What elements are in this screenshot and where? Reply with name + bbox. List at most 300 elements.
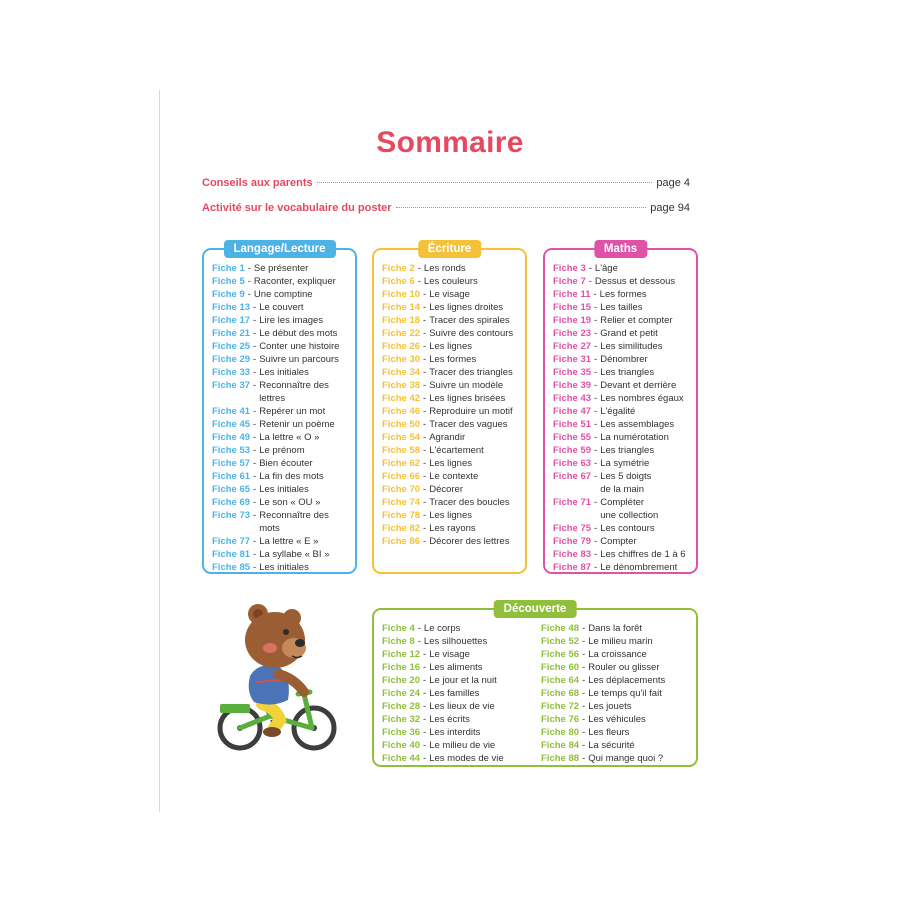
item-text-wrap (588, 687, 662, 700)
list-item (553, 496, 690, 522)
list-item (212, 327, 349, 340)
list-item (382, 700, 537, 713)
fiche-title: Les initiales (259, 367, 309, 378)
fiche-number: Fiche 18 (382, 315, 421, 326)
fiche-title: Les écrits (429, 714, 470, 725)
fiche-title: Le début des mots (259, 328, 338, 339)
separator: - (423, 714, 427, 725)
list-item (212, 288, 349, 301)
separator: - (423, 510, 427, 521)
item-text-wrap (254, 288, 313, 301)
fiche-number: Fiche 20 (382, 675, 421, 686)
item-text-wrap (429, 457, 472, 470)
fiche-title: Les interdits (429, 727, 481, 738)
fiche-title-continued: une collection (600, 510, 659, 521)
list-item (382, 288, 519, 301)
fiche-title: Les rayons (429, 523, 476, 534)
list-item (553, 262, 690, 275)
item-list (212, 262, 349, 574)
fiche-title: Les initiales (259, 562, 309, 573)
list-item (212, 509, 349, 535)
item-text-wrap (600, 444, 654, 457)
fiche-number: Fiche 59 (553, 445, 592, 456)
separator: - (423, 536, 427, 547)
separator: - (594, 406, 598, 417)
item-text-wrap (429, 444, 484, 457)
separator: - (582, 623, 586, 634)
separator: - (423, 341, 427, 352)
list-item (212, 535, 349, 548)
fiche-number: Fiche 75 (553, 523, 592, 534)
item-text-wrap (259, 301, 303, 314)
fiche-number: Fiche 61 (212, 471, 251, 482)
fiche-title: Raconter, expliquer (253, 276, 336, 287)
list-item (541, 713, 696, 726)
fiche-number: Fiche 28 (382, 701, 421, 712)
item-text-wrap (259, 535, 318, 548)
fiche-title: Le temps qu'il fait (588, 688, 662, 699)
page-edge (159, 90, 160, 812)
separator: - (253, 419, 257, 430)
fiche-number: Fiche 31 (553, 354, 592, 365)
list-item (553, 327, 690, 340)
separator: - (594, 562, 598, 573)
fiche-number: Fiche 39 (553, 380, 592, 391)
list-item (541, 648, 696, 661)
separator: - (423, 662, 427, 673)
item-text-wrap (588, 752, 663, 765)
section-header: Découverte (494, 600, 577, 618)
fiche-number: Fiche 68 (541, 688, 580, 699)
separator: - (582, 649, 586, 660)
fiche-number: Fiche 86 (382, 536, 421, 547)
fiche-title: Agrandir (429, 432, 466, 443)
separator: - (582, 740, 586, 751)
separator: - (594, 458, 598, 469)
separator: - (423, 328, 427, 339)
fiche-number: Fiche 14 (382, 302, 421, 313)
fiche-title: Bien écouter (259, 458, 313, 469)
fiche-number: Fiche 70 (382, 484, 421, 495)
fiche-title: Retenir un poème (259, 419, 335, 430)
fiche-number: Fiche 45 (212, 419, 251, 430)
list-item (553, 392, 690, 405)
fiche-number: Fiche 24 (382, 688, 421, 699)
list-item (212, 431, 349, 444)
list-item (553, 301, 690, 314)
fiche-number: Fiche 38 (382, 380, 421, 391)
fiche-number: Fiche 67 (553, 471, 592, 482)
fiche-number: Fiche 53 (212, 445, 251, 456)
toc-label: Conseils aux parents (202, 177, 313, 189)
list-item (382, 509, 519, 522)
list-item (382, 431, 519, 444)
fiche-title: L'âge (594, 263, 618, 274)
separator: - (594, 549, 598, 560)
item-text-wrap (588, 739, 634, 752)
item-text-wrap (600, 418, 674, 431)
fiche-number: Fiche 48 (541, 623, 580, 634)
separator: - (423, 471, 427, 482)
separator: - (247, 276, 251, 287)
item-text-wrap (600, 548, 685, 561)
fiche-title: Les fleurs (588, 727, 630, 738)
item-list (553, 262, 690, 574)
fiche-number: Fiche 22 (382, 328, 421, 339)
separator: - (253, 510, 257, 521)
list-item (382, 752, 537, 765)
list-item (382, 496, 519, 509)
fiche-title: Le milieu marin (588, 636, 653, 647)
leader-dots (396, 207, 647, 208)
list-item (382, 340, 519, 353)
list-item (553, 522, 690, 535)
separator: - (423, 419, 427, 430)
list-item (553, 548, 690, 561)
fiche-number: Fiche 62 (382, 458, 421, 469)
list-item (382, 262, 519, 275)
fiche-number: Fiche 69 (212, 497, 251, 508)
fiche-title: Les 5 doigts (600, 471, 652, 482)
fiche-number: Fiche 1 (212, 263, 245, 274)
fiche-number: Fiche 80 (541, 727, 580, 738)
list-item (541, 739, 696, 752)
separator: - (423, 688, 427, 699)
item-text-wrap (424, 262, 466, 275)
separator: - (253, 315, 257, 326)
separator: - (417, 263, 421, 274)
fiche-number: Fiche 56 (541, 649, 580, 660)
list-item (382, 470, 519, 483)
list-item (382, 522, 519, 535)
fiche-number: Fiche 54 (382, 432, 421, 443)
fiche-title: Le son « OU » (259, 497, 321, 508)
leader-dots (317, 182, 653, 183)
fiche-title: Le visage (429, 289, 470, 300)
item-text-wrap (600, 301, 642, 314)
list-item (212, 483, 349, 496)
fiche-title: Le dénombrement (600, 562, 678, 573)
fiche-title: Les familles (429, 688, 480, 699)
fiche-number: Fiche 76 (541, 714, 580, 725)
fiche-title: Dénombrer (600, 354, 648, 365)
separator: - (423, 675, 427, 686)
toc-label: Activité sur le vocabulaire du poster (202, 202, 392, 214)
fiche-title: Les initiales (259, 484, 309, 495)
list-item (553, 535, 690, 548)
item-text-wrap (429, 418, 507, 431)
fiche-title-continued: lettres (259, 393, 286, 404)
fiche-number: Fiche 63 (553, 458, 592, 469)
fiche-number: Fiche 55 (553, 432, 592, 443)
item-text-wrap (259, 418, 335, 431)
toc-line-vocabulaire[interactable] (202, 202, 690, 218)
fiche-title: Devant et derrière (600, 380, 677, 391)
fiche-number: Fiche 34 (382, 367, 421, 378)
item-text-wrap (600, 340, 662, 353)
list-item (553, 379, 690, 392)
fiche-number: Fiche 65 (212, 484, 251, 495)
list-item (541, 674, 696, 687)
fiche-title: Se présenter (253, 263, 309, 274)
fiche-number: Fiche 47 (553, 406, 592, 417)
item-text-wrap (259, 444, 304, 457)
item-list (382, 262, 519, 548)
item-text-wrap (429, 509, 472, 522)
fiche-title: Les couleurs (423, 276, 478, 287)
fiche-title: Tracer des boucles (429, 497, 510, 508)
fiche-title: Grand et petit (600, 328, 658, 339)
item-text-wrap (429, 314, 509, 327)
list-item (212, 405, 349, 418)
list-item (553, 288, 690, 301)
section-ecriture (372, 243, 527, 574)
fiche-title: Les lieux de vie (429, 701, 495, 712)
fiche-number: Fiche 84 (541, 740, 580, 751)
item-text-wrap (259, 431, 319, 444)
fiche-title: La sécurité (588, 740, 635, 751)
fiche-title: Le couvert (259, 302, 304, 313)
item-text-wrap (588, 661, 659, 674)
fiche-number: Fiche 33 (212, 367, 251, 378)
list-item (212, 353, 349, 366)
list-item (382, 687, 537, 700)
fiche-title: Les similitudes (600, 341, 663, 352)
list-item (382, 392, 519, 405)
fiche-title: Le prénom (259, 445, 305, 456)
list-item (553, 275, 690, 288)
separator: - (594, 497, 598, 508)
separator: - (582, 727, 586, 738)
item-text-wrap (600, 392, 683, 405)
fiche-number: Fiche 81 (212, 549, 251, 560)
item-text-wrap (429, 687, 479, 700)
fiche-title: Tracer des spirales (429, 315, 510, 326)
fiche-title-continued: de la main (600, 484, 645, 495)
item-text-wrap (429, 392, 505, 405)
list-item (382, 444, 519, 457)
fiche-number: Fiche 73 (212, 510, 251, 521)
fiche-title: Le jour et la nuit (429, 675, 497, 686)
item-text-wrap (429, 648, 470, 661)
item-text-wrap (259, 314, 323, 327)
fiche-number: Fiche 50 (382, 419, 421, 430)
fiche-title: Les chiffres de 1 à 6 (600, 549, 686, 560)
fiche-number: Fiche 9 (212, 289, 245, 300)
separator: - (594, 445, 598, 456)
list-item (382, 648, 537, 661)
fiche-title: Reconnaître des mots (259, 510, 329, 534)
fiche-number: Fiche 74 (382, 497, 421, 508)
list-item (382, 713, 537, 726)
fiche-number: Fiche 8 (382, 636, 415, 647)
toc-line-parents[interactable] (202, 177, 690, 193)
item-text-wrap (254, 275, 336, 288)
item-text-wrap (595, 262, 618, 275)
list-item (382, 457, 519, 470)
fiche-number: Fiche 6 (382, 276, 415, 287)
fiche-number: Fiche 15 (553, 302, 592, 313)
fiche-title: L'écartement (429, 445, 484, 456)
item-text-wrap (600, 288, 647, 301)
separator: - (253, 562, 257, 573)
list-item (212, 314, 349, 327)
separator: - (582, 714, 586, 725)
page-title: Sommaire (376, 126, 524, 159)
item-text-wrap (259, 340, 339, 353)
separator: - (594, 315, 598, 326)
list-item (382, 739, 537, 752)
fiche-number: Fiche 82 (382, 523, 421, 534)
item-text-wrap (600, 379, 676, 392)
fiche-number: Fiche 32 (382, 714, 421, 725)
item-text-wrap (429, 752, 503, 765)
item-text-wrap (600, 314, 672, 327)
separator: - (582, 636, 586, 647)
separator: - (423, 523, 427, 534)
separator: - (417, 276, 421, 287)
fiche-title: Les contours (600, 523, 655, 534)
fiche-number: Fiche 30 (382, 354, 421, 365)
fiche-number: Fiche 25 (212, 341, 251, 352)
fiche-number: Fiche 57 (212, 458, 251, 469)
fiche-title: Les déplacements (588, 675, 666, 686)
fiche-number: Fiche 17 (212, 315, 251, 326)
list-item (212, 275, 349, 288)
fiche-title: Les aliments (429, 662, 483, 673)
list-item (382, 635, 537, 648)
item-text-wrap (429, 483, 463, 496)
item-text-wrap (429, 340, 472, 353)
item-text-wrap (600, 457, 649, 470)
fiche-title: Le milieu de vie (429, 740, 496, 751)
item-text-wrap (588, 713, 646, 726)
fiche-number: Fiche 12 (382, 649, 421, 660)
list-item (541, 687, 696, 700)
fiche-number: Fiche 4 (382, 623, 415, 634)
fiche-title: La symétrie (600, 458, 650, 469)
list-item (553, 353, 690, 366)
fiche-number: Fiche 42 (382, 393, 421, 404)
item-text-wrap (600, 353, 648, 366)
separator: - (247, 263, 251, 274)
item-text-wrap (259, 470, 323, 483)
fiche-number: Fiche 72 (541, 701, 580, 712)
list-item (541, 700, 696, 713)
fiche-number: Fiche 35 (553, 367, 592, 378)
fiche-title: Les nombres égaux (600, 393, 684, 404)
item-text-wrap (429, 726, 480, 739)
item-text-wrap (595, 275, 675, 288)
list-item (382, 661, 537, 674)
separator: - (423, 315, 427, 326)
item-list-col1 (382, 622, 537, 765)
toc-page: page 94 (650, 202, 690, 214)
section-langage-lecture (202, 243, 357, 574)
list-item (382, 674, 537, 687)
fiche-number: Fiche 49 (212, 432, 251, 443)
separator: - (594, 354, 598, 365)
separator: - (253, 354, 257, 365)
item-text-wrap (600, 561, 677, 574)
list-item (212, 379, 349, 405)
separator: - (594, 471, 598, 482)
list-item (212, 548, 349, 561)
item-text-wrap (259, 561, 309, 574)
fiche-title: Tracer des triangles (429, 367, 513, 378)
list-item (553, 444, 690, 457)
item-text-wrap (429, 366, 513, 379)
item-text-wrap (588, 674, 665, 687)
section-decouverte (372, 603, 698, 767)
fiche-title: Suivre un modèle (429, 380, 504, 391)
fiche-title: Les ronds (423, 263, 466, 274)
fiche-number: Fiche 36 (382, 727, 421, 738)
fiche-title: Les lignes brisées (429, 393, 506, 404)
list-item (382, 314, 519, 327)
fiche-number: Fiche 40 (382, 740, 421, 751)
item-text-wrap (600, 431, 669, 444)
item-text-wrap (600, 327, 658, 340)
separator: - (594, 432, 598, 443)
fiche-title: Les lignes (429, 458, 472, 469)
bear-on-bicycle-illustration (212, 596, 342, 756)
fiche-number: Fiche 88 (541, 753, 580, 764)
item-text-wrap (429, 700, 494, 713)
list-item (541, 752, 696, 765)
fiche-number: Fiche 29 (212, 354, 251, 365)
fiche-title: Les formes (599, 289, 647, 300)
item-text-wrap (600, 496, 658, 522)
fiche-title: L'égalité (600, 406, 636, 417)
list-item (212, 418, 349, 431)
list-item (541, 726, 696, 739)
item-text-wrap (429, 301, 503, 314)
list-item (382, 353, 519, 366)
list-item (212, 496, 349, 509)
list-item (382, 535, 519, 548)
item-text-wrap (429, 661, 482, 674)
list-item (382, 327, 519, 340)
fiche-title: La syllabe « BI » (259, 549, 330, 560)
fiche-title: La croissance (588, 649, 647, 660)
item-text-wrap (259, 483, 309, 496)
fiche-title: Tracer des vagues (429, 419, 508, 430)
list-item (553, 314, 690, 327)
fiche-title: Les lignes (429, 510, 472, 521)
fiche-title: Les véhicules (588, 714, 646, 725)
fiche-title: Les lignes droites (429, 302, 504, 313)
list-item (553, 366, 690, 379)
fiche-title: Les jouets (588, 701, 632, 712)
list-item (382, 379, 519, 392)
separator: - (423, 740, 427, 751)
fiche-title: La lettre « E » (259, 536, 319, 547)
fiche-title: Les tailles (600, 302, 643, 313)
item-text-wrap (588, 700, 631, 713)
item-text-wrap (259, 379, 329, 405)
separator: - (582, 675, 586, 686)
fiche-number: Fiche 16 (382, 662, 421, 673)
item-text-wrap (259, 457, 312, 470)
item-text-wrap (588, 622, 642, 635)
fiche-number: Fiche 7 (553, 276, 586, 287)
item-text-wrap (588, 635, 652, 648)
item-text-wrap (254, 262, 308, 275)
item-text-wrap (429, 405, 512, 418)
separator: - (423, 380, 427, 391)
fiche-number: Fiche 77 (212, 536, 251, 547)
